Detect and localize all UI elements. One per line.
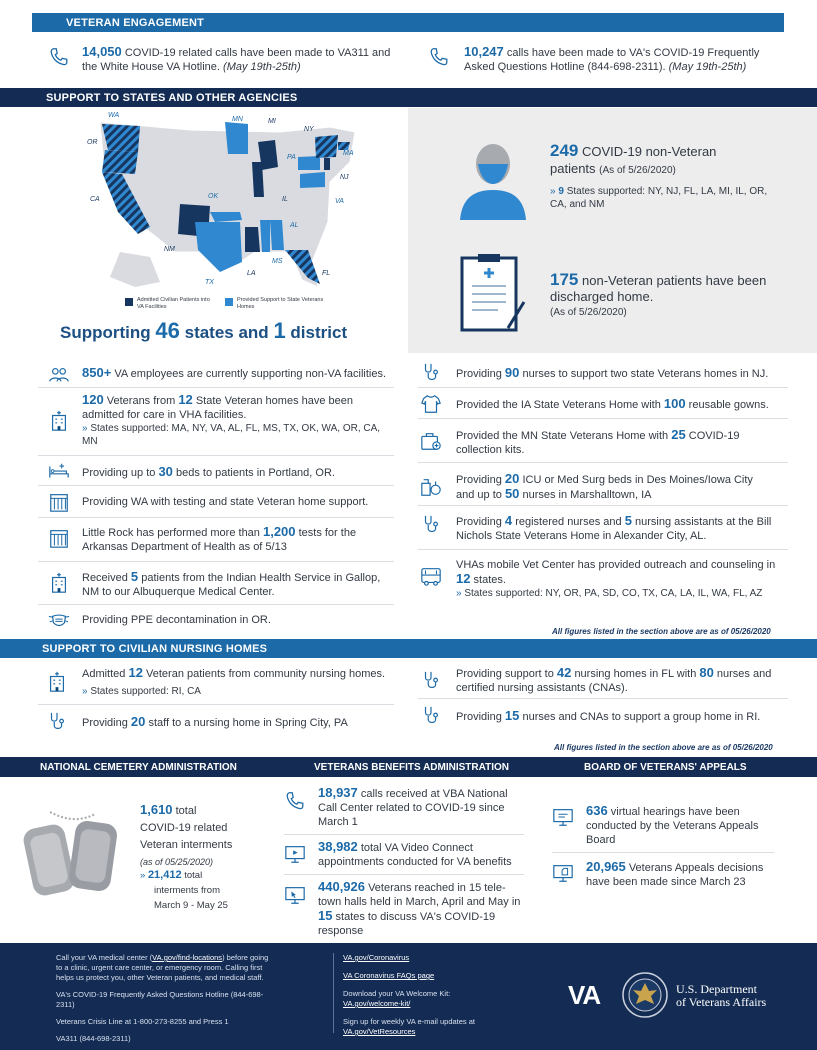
phone-icon xyxy=(428,46,450,68)
left-item-beds-pre: Providing up to xyxy=(82,467,156,479)
video-monitor-icon xyxy=(284,843,306,865)
vba-header: VETERANS BENEFITS ADMINISTRATION xyxy=(314,762,510,773)
cemetery-header: NATIONAL CEMETERY ADMINISTRATION xyxy=(40,762,237,773)
right-item-mobile-vet-center-text: states. xyxy=(473,574,506,586)
state-al xyxy=(270,220,284,250)
right-item-collection-kits-number: 25 xyxy=(671,427,686,442)
cemetery-l2: COVID-19 related xyxy=(140,822,228,834)
nursing-item-spring-city-number: 20 xyxy=(130,714,146,729)
divider xyxy=(418,418,788,419)
state-va xyxy=(300,172,325,188)
engagement-calls-va311-text: COVID-19 related calls have been made to VA311 and the White House VA Hotline. xyxy=(82,47,391,73)
nursing-item-admitted-text: Veteran patients from community nursing homes. xyxy=(146,668,386,680)
map-label-il: IL xyxy=(282,196,288,203)
map-label-va: VA xyxy=(335,198,344,205)
supporting-states-number: 46 xyxy=(155,318,180,343)
right-item-mobile-vet-center-states-text: States supported: NY, OR, PA, SD, CO, TX, CA, LA, IL, WA, FL, AZ xyxy=(464,588,763,599)
map-label-nm: NM xyxy=(164,246,175,253)
cemetery-sub3: March 9 - May 25 xyxy=(154,900,228,911)
map-label-ca: CA xyxy=(90,196,100,203)
left-item-little-rock-text: tests for the Arkansas Department of Health as of 5/13 xyxy=(82,527,357,553)
cemetery-sub1: total xyxy=(184,870,203,881)
divider xyxy=(38,455,394,456)
footer-find-locations-link[interactable]: VA.gov/find-locations xyxy=(152,953,223,962)
vba-item-tele-town-halls-text: Veterans reached in 15 tele-town halls held in March, April and May in xyxy=(318,882,521,908)
footer-welcome-kit-label: Download your VA Welcome Kit: xyxy=(343,989,451,998)
right-item-gowns xyxy=(456,397,796,412)
nursing-homes-header: SUPPORT TO CIVILIAN NURSING HOMES xyxy=(0,639,817,658)
footer-call-note xyxy=(56,953,276,983)
hospital-building-icon xyxy=(48,410,70,432)
vba-item-tele-town-halls-number: 440,926 xyxy=(318,879,365,894)
nursing-item-spring-city-pre: Providing xyxy=(82,717,128,729)
stethoscope-icon xyxy=(420,705,442,727)
sub-bullet: » xyxy=(550,186,556,197)
vba-item-calls-text: calls received at VBA National Call Center related to COVID-19 since March 1 xyxy=(318,788,508,828)
map-label-ny: NY xyxy=(304,126,314,133)
nursing-item-ri xyxy=(456,709,776,724)
map-label-ok: OK xyxy=(208,193,219,200)
left-item-veterans-homes-number: 12 xyxy=(178,392,193,407)
nursing-item-fl-number: 42 xyxy=(556,665,572,680)
footer-faq-hotline: VA's COVID-19 Frequently Asked Questions Hotline (844-698-2311) xyxy=(56,990,264,1009)
map-label-mn: MN xyxy=(232,116,243,123)
right-item-mobile-vet-center-states xyxy=(456,587,791,600)
state-tx xyxy=(195,222,242,272)
supporting-mid: states and xyxy=(184,323,269,342)
engagement-calls-faq-number: 10,247 xyxy=(464,44,504,59)
left-item-beds xyxy=(82,465,392,480)
state-ak xyxy=(110,252,160,287)
vba-item-tele-town-halls-text2: states to discuss VA's COVID-19 response xyxy=(318,911,496,937)
nursing-item-spring-city-text: staff to a nursing home in Spring City, PA xyxy=(148,717,348,729)
computer-icon xyxy=(284,884,306,906)
footer-crisis-line: Veterans Crisis Line at 1-800-273-8255 and Press 1 xyxy=(56,1017,229,1026)
state-ny xyxy=(315,135,338,158)
right-item-icu-beds xyxy=(456,472,766,502)
divider xyxy=(38,704,394,705)
divider xyxy=(552,852,774,853)
divider xyxy=(38,485,394,486)
left-item-little-rock xyxy=(82,525,382,554)
non-veteran-patients-number: 249 xyxy=(550,141,579,160)
right-item-al-assistants-number: 5 xyxy=(624,513,632,528)
nursing-item-fl xyxy=(456,666,776,695)
nursing-item-admitted xyxy=(82,666,402,681)
left-item-little-rock-pre: Little Rock has performed more than xyxy=(82,527,260,539)
masked-person-icon xyxy=(458,136,528,220)
left-item-indian-health-number: 5 xyxy=(130,569,139,584)
left-item-indian-health xyxy=(82,570,392,599)
vba-item-tele-town-halls-states-number: 15 xyxy=(318,908,333,923)
right-item-icu-beds-mid: ICU or Med Surg beds in Des Moines/Iowa City and up to xyxy=(456,474,753,501)
cemetery-l1: total xyxy=(175,805,197,817)
divider xyxy=(38,517,394,518)
gown-icon xyxy=(420,393,442,415)
footer-coronavirus-link-text[interactable]: VA.gov/Coronavirus xyxy=(343,953,410,962)
right-item-gowns-number: 100 xyxy=(663,396,686,411)
right-item-icu-beds-pre: Providing xyxy=(456,474,502,486)
divider xyxy=(418,505,788,506)
right-item-al-nurses-text: nursing assistants at the Bill Nichols State Veterans Home in Alexander City, AL. xyxy=(456,516,772,542)
engagement-calls-va311 xyxy=(82,45,402,74)
left-item-veterans-states xyxy=(82,422,392,448)
support-states-note: All figures listed in the section above are as of 05/26/2020 xyxy=(552,627,771,636)
nursing-item-fl-mid: nursing homes in FL with xyxy=(574,668,697,680)
footer-vetresources-link[interactable]: VA.gov/VetResources xyxy=(343,1027,416,1036)
non-veteran-patients-card xyxy=(550,142,780,179)
right-item-icu-beds-text: nurses in Marshalltown, IA xyxy=(522,489,652,501)
bva-item-decisions-text: Veterans Appeals decisions have been made since March 23 xyxy=(586,862,764,888)
cemetery-stat xyxy=(140,801,280,871)
clipboard-icon xyxy=(458,252,528,334)
virtual-hearing-icon xyxy=(552,806,574,828)
phone-icon xyxy=(48,46,70,68)
vba-item-tele-town-halls xyxy=(318,880,528,938)
map-label-ms: MS xyxy=(272,258,283,265)
map-label-tx: TX xyxy=(205,279,214,286)
footer-email-signup-label: Sign up for weekly VA e-mail updates at xyxy=(343,1017,476,1026)
divider xyxy=(38,387,394,388)
nursing-item-fl-text: nurses and certified nursing assistants (CNAs). xyxy=(456,668,772,694)
right-item-icu-beds-number: 20 xyxy=(504,471,520,486)
right-item-nurses-nj-text: nurses to support two state Veterans homes in NJ. xyxy=(522,368,769,380)
non-veteran-patients-date: (As of 5/26/2020) xyxy=(599,165,676,176)
right-item-collection-kits-pre: Provided the MN State Veterans Home with xyxy=(456,430,669,442)
vba-item-video-connect xyxy=(318,840,523,869)
bva-item-hearings-text: virtual hearings have been conducted by the Veterans Appeals Board xyxy=(586,806,759,846)
nursing-item-spring-city xyxy=(82,715,402,730)
map-label-ma: MA xyxy=(343,150,354,157)
bva-item-decisions-number: 20,965 xyxy=(586,859,626,874)
nursing-item-admitted-pre: Admitted xyxy=(82,668,126,680)
legend-light-label: Provided Support to State Veterans Homes xyxy=(237,297,324,310)
footer-left-column xyxy=(56,953,276,1044)
non-veteran-states-sub xyxy=(550,185,780,211)
left-item-little-rock-number: 1,200 xyxy=(262,524,296,539)
footer-call-note-post: ) before going to a clinic, urgent care center, or emergency room. Calling first helps us protect you, other Veteran patients, and medical staff. xyxy=(56,953,269,982)
engagement-calls-va311-number: 14,050 xyxy=(82,44,122,59)
people-group-icon xyxy=(48,364,70,386)
stethoscope-icon xyxy=(420,670,442,692)
non-veteran-patients-text2: patients xyxy=(550,161,596,176)
va-seal-icon xyxy=(622,972,668,1018)
map-label-pa: PA xyxy=(287,154,296,161)
discharged-number: 175 xyxy=(550,270,579,289)
mobile-van-icon xyxy=(420,565,442,587)
map-label-or: OR xyxy=(87,139,98,146)
divider xyxy=(418,387,788,388)
decision-document-icon xyxy=(552,862,574,884)
state-or xyxy=(102,150,138,174)
sub-bullet: » xyxy=(456,588,462,599)
legend-light-swatch xyxy=(225,298,233,306)
support-states-header: SUPPORT TO STATES AND OTHER AGENCIES xyxy=(0,88,817,107)
map-label-la: LA xyxy=(247,270,256,277)
face-mask-icon xyxy=(48,609,70,631)
footer-welcome-kit-link[interactable]: VA.gov/welcome-kit/ xyxy=(343,999,411,1008)
left-item-veterans-admitted-mid: Veterans from xyxy=(106,395,176,407)
footer-faq-link[interactable] xyxy=(343,971,483,981)
map-label-al: AL xyxy=(290,222,299,229)
right-item-nurses-nj-pre: Providing xyxy=(456,368,502,380)
right-item-mobile-vet-center-number: 12 xyxy=(456,571,471,586)
footer-divider xyxy=(333,953,334,1033)
building-icon xyxy=(48,491,70,513)
right-item-mobile-vet-center-pre: VHAs mobile Vet Center has provided outreach and counseling in xyxy=(456,559,776,571)
engagement-calls-faq-text: calls have been made to VA's COVID-19 Frequently Asked Questions Hotline (844-698-2311). xyxy=(464,47,760,73)
left-item-indian-health-pre: Received xyxy=(82,572,128,584)
divider xyxy=(38,604,394,605)
cemetery-total-number: 21,412 xyxy=(147,869,182,881)
bva-item-hearings-number: 636 xyxy=(586,803,608,818)
divider xyxy=(418,462,788,463)
nursing-item-fl-pre: Providing support to xyxy=(456,668,554,680)
medical-kit-icon xyxy=(420,430,442,452)
stethoscope-icon xyxy=(420,514,442,536)
vba-item-video-connect-number: 38,982 xyxy=(318,839,358,854)
state-wa xyxy=(102,124,140,152)
nursing-item-ri-text: nurses and CNAs to support a group home in RI. xyxy=(522,711,761,723)
cemetery-total-interments xyxy=(140,868,280,913)
right-item-nurses-nj-number: 90 xyxy=(504,365,520,380)
divider xyxy=(38,561,394,562)
non-veteran-states-number: 9 xyxy=(558,186,564,197)
hospital-building-icon xyxy=(48,572,70,594)
cemetery-l3: Veteran interments xyxy=(140,839,233,851)
right-item-al-nurses-mid: registered nurses and xyxy=(515,516,622,528)
engagement-calls-va311-date: (May 19th-25th) xyxy=(223,61,301,73)
non-veteran-patients-text1: COVID-19 non-Veteran xyxy=(582,144,717,159)
left-item-employees-number: 850+ xyxy=(82,365,112,380)
map-label-mi: MI xyxy=(268,118,276,125)
vba-item-video-connect-text: total VA Video Connect appointments conducted for VA benefits xyxy=(318,842,512,868)
nursing-note: All figures listed in the section above are as of 05/26/2020 xyxy=(554,743,773,752)
left-item-veterans-admitted-number: 120 xyxy=(82,392,104,407)
cemetery-sub2: interments from xyxy=(154,885,220,896)
divider xyxy=(284,834,524,835)
department-name xyxy=(676,983,766,1009)
cemetery-number: 1,610 xyxy=(140,802,173,817)
footer-welcome-kit xyxy=(343,989,483,1009)
cemetery-date: (as of 05/25/2020) xyxy=(140,857,214,867)
right-item-gowns-pre: Provided the IA State Veterans Home with xyxy=(456,399,661,411)
map-label-fl: FL xyxy=(322,270,331,277)
engagement-calls-faq xyxy=(464,45,774,74)
left-item-ppe: Providing PPE decontamination in OR. xyxy=(82,614,271,626)
right-item-collection-kits xyxy=(456,428,756,457)
state-pa xyxy=(298,156,320,170)
department-line1: U.S. Department xyxy=(676,982,757,996)
stethoscope-icon xyxy=(420,362,442,384)
divider xyxy=(418,698,788,699)
bva-header: BOARD OF VETERANS' APPEALS xyxy=(584,762,747,773)
vba-item-calls-number: 18,937 xyxy=(318,785,358,800)
vba-item-calls xyxy=(318,786,528,829)
nursing-item-admitted-states xyxy=(82,685,392,698)
left-item-employees xyxy=(82,366,402,381)
us-map xyxy=(80,112,380,312)
left-item-veterans-admitted xyxy=(82,393,392,422)
right-item-gowns-text: reusable gowns. xyxy=(688,399,769,411)
state-mn xyxy=(225,122,248,154)
nursing-item-admitted-number: 12 xyxy=(128,665,143,680)
left-item-indian-health-text: patients from the Indian Health Service in Gallop, NM to our Albuquerque Medical Center. xyxy=(82,572,381,598)
right-item-al-nurses-pre: Providing xyxy=(456,516,502,528)
discharged-date: (As of 5/26/2020) xyxy=(550,307,627,318)
left-item-veterans-states-text: States supported: MA, NY, VA, AL, FL, MS, TX, OK, WA, OR, CA, MN xyxy=(82,423,381,447)
left-item-employees-text: VA employees are currently supporting non-VA facilities. xyxy=(114,368,387,380)
legend-dark-swatch xyxy=(125,298,133,306)
footer-va311: VA311 (844-698-2311) xyxy=(56,1034,131,1043)
right-item-al-nurses-number: 4 xyxy=(504,513,513,528)
footer-coronavirus-link[interactable] xyxy=(343,953,483,963)
left-item-beds-text: beds to patients in Portland, OR. xyxy=(175,467,335,479)
map-label-wa: WA xyxy=(108,112,120,119)
stethoscope-icon xyxy=(46,711,68,733)
footer-email-signup xyxy=(343,1017,483,1037)
va-logo: VA xyxy=(568,980,601,1010)
right-item-collection-kits-text: COVID-19 collection kits. xyxy=(456,430,740,456)
dog-tags-icon xyxy=(20,810,130,905)
bva-item-decisions xyxy=(586,860,771,889)
discharged-text: non-Veteran patients have been discharged home. xyxy=(550,273,767,304)
supporting-states-headline xyxy=(60,318,360,344)
nursing-item-fl-nurses-number: 80 xyxy=(699,665,714,680)
right-item-al-nurses xyxy=(456,514,776,543)
state-ma xyxy=(338,142,350,150)
left-item-veterans-admitted-text: State Veteran homes have been admitted for care in VHA facilities. xyxy=(82,395,354,421)
left-item-beds-number: 30 xyxy=(158,464,173,479)
supplies-icon xyxy=(420,476,442,498)
veteran-engagement-header: VETERAN ENGAGEMENT xyxy=(32,13,784,32)
nursing-item-ri-number: 15 xyxy=(504,708,520,723)
building-icon xyxy=(48,527,70,549)
divider xyxy=(418,549,788,550)
divider xyxy=(284,874,524,875)
supporting-suffix: district xyxy=(290,323,348,342)
department-line2: of Veterans Affairs xyxy=(676,995,767,1009)
state-il xyxy=(252,162,264,197)
supporting-district-number: 1 xyxy=(273,318,286,343)
sub-bullet: » xyxy=(82,686,88,697)
right-item-mobile-vet-center xyxy=(456,558,781,587)
state-nj xyxy=(324,158,330,170)
engagement-calls-faq-date: (May 19th-25th) xyxy=(668,61,747,73)
left-item-wa-testing: Providing WA with testing and state Veteran home support. xyxy=(82,496,369,508)
bva-item-hearings xyxy=(586,804,771,847)
phone-icon xyxy=(284,790,306,812)
footer-faq-link-text[interactable]: VA Coronavirus FAQs page xyxy=(343,971,435,980)
hospital-building-icon xyxy=(46,671,68,693)
sub-bullet: » xyxy=(82,423,88,434)
discharged-card xyxy=(550,272,780,305)
nursing-item-ri-pre: Providing xyxy=(456,711,502,723)
legend-dark-label: Admitted Civilian Patients into VA Facilities xyxy=(137,297,210,310)
right-item-icu-nurses-number: 50 xyxy=(504,486,520,501)
supporting-prefix: Supporting xyxy=(60,323,151,342)
map-label-nj: NJ xyxy=(340,174,349,181)
nursing-item-admitted-states-text: States supported: RI, CA xyxy=(90,686,201,697)
footer-call-note-pre: Call your VA medical center ( xyxy=(56,953,153,962)
hospital-bed-icon xyxy=(48,461,70,483)
state-la xyxy=(245,227,260,252)
right-item-nurses-nj xyxy=(456,366,796,381)
non-veteran-states-text: States supported: NY, NJ, FL, LA, MI, IL, OR, CA, and NM xyxy=(550,186,768,210)
sub-bullet: » xyxy=(140,870,146,881)
footer-middle-column xyxy=(343,953,483,1037)
